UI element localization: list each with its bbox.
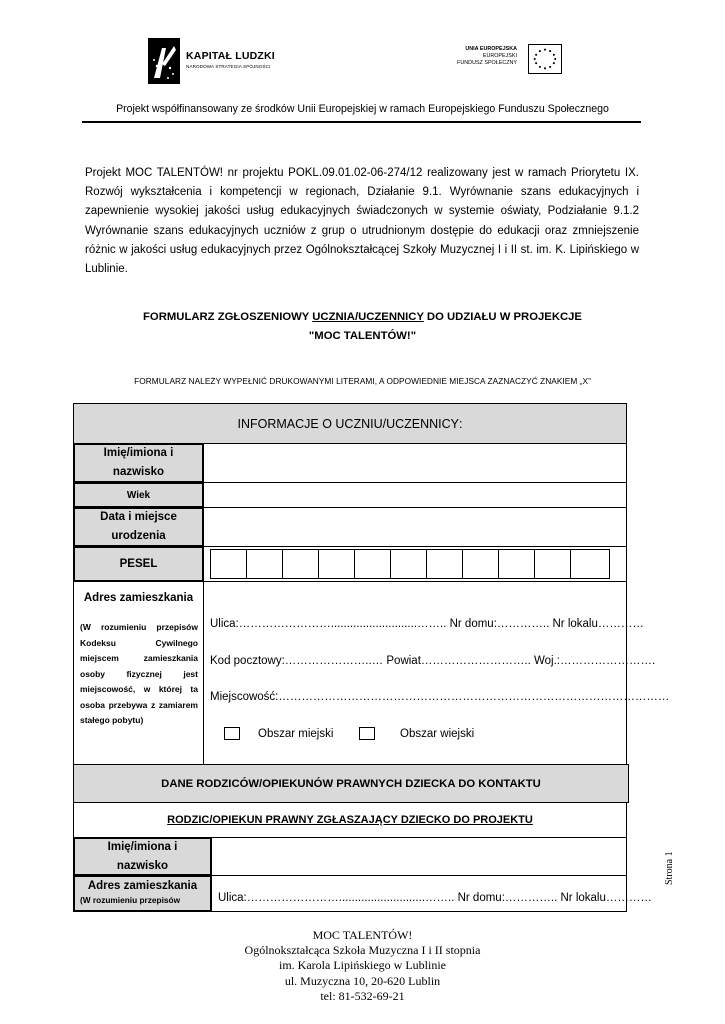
parent-address-note: (W rozumieniu przepisów [80,895,181,905]
pesel-digit-11[interactable] [570,549,610,579]
student-street-line[interactable]: Ulica:……………………...........................…….. Nr domu:………….. Nr lokalu………… [210,618,644,630]
footer-line-4: ul. Muzyczna 10, 20-620 Lublin [284,973,441,988]
pesel-digit-2[interactable] [246,549,283,579]
student-city-line[interactable]: Miejscowość:………………………………………………………………………………………… [210,691,670,703]
project-intro-paragraph: Projekt MOC TALENTÓW! nr projektu POKL.09.01.02-06-274/12 realizowany jest w ramach Priorytetu IX. Rozwój wykształcenia i kompetencji w regionach, Działanie 9.1. Wyrównanie szans edukacyjnych i zapewnienie wysokiej jakości usług edukacyjnych świadczonych w systemie oświaty, Podziałanie 9.1.2 Wyrównanie szans edukacyjnych uczniów z grup o utrudnionym dostępie do edukacji oraz zmniejszenie różnic w jakości usług edukacyjnych przez Ogólnokształcącej Szkoły Muzycznej I i II st. im. K. Lipińskiego w Lublinie. [85,167,639,276]
footer-line-5: tel: 81-532-69-21 [320,988,405,1003]
rural-area-checkbox[interactable] [359,727,375,740]
student-postal-line[interactable]: Kod pocztowy:…………………..… Powiat……………………….. Woj.:……………………. [210,655,656,667]
eu-logo-line3: FUNDUSZ SPOŁECZNY [457,60,517,66]
form-title-line2: "MOC TALENTÓW!" [308,330,417,342]
student-pesel-label: PESEL [119,557,158,570]
student-age-input[interactable] [204,483,626,507]
form-title [0,308,725,346]
pesel-digit-1[interactable] [210,549,247,579]
eu-logo-text [457,46,517,67]
student-age-label: Wiek [126,489,151,501]
student-section-title-colon: : [459,416,463,431]
form-instruction: FORMULARZ NALEŻY WYPEŁNIĆ DRUKOWANYMI LITERAMI, A ODPOWIEDNIE MIEJSCA ZAZNACZYĆ ZNAKIEM „X” [134,376,591,386]
kapital-ludzki-emblem-icon [148,38,180,84]
student-section-title: INFORMACJE O UCZNIU/UCZENNICY [237,416,460,431]
student-birth-input[interactable] [204,508,626,546]
parent-name-input[interactable] [212,838,626,875]
pesel-digit-10[interactable] [534,549,571,579]
footer-address [0,928,725,1004]
footer-line-2: Ogólnokształcąca Szkoła Muzyczna I i II stopnia [244,943,481,958]
eu-logo [444,44,564,76]
student-name-label: Imię/imiona i nazwisko [103,447,174,478]
pesel-digit-8[interactable] [462,549,499,579]
form-title-part1: FORMULARZ ZGŁOSZENIOWY [143,311,313,323]
pesel-digit-7[interactable] [426,549,463,579]
header-divider [82,121,641,123]
kapital-ludzki-logo [148,38,288,86]
pesel-digit-9[interactable] [498,549,535,579]
header-cofinancing-note: Projekt współfinansowany ze środków Unii Europejskiej w ramach Europejskiego Funduszu Społecznego [116,103,609,115]
student-address-label: Adres zamieszkania [83,591,194,604]
parent-name-label: Imię/imiona i nazwisko [107,840,178,872]
parent-address-label: Adres zamieszkania [87,879,198,892]
urban-area-label: Obszar miejski [258,728,334,740]
student-name-input[interactable] [204,444,626,482]
parent-street-line[interactable]: Ulica:……………………...........................…….. Nr domu:………….. Nr lokalu………… [218,892,652,904]
form-title-line1 [0,308,725,327]
pesel-digit-5[interactable] [354,549,391,579]
pesel-digit-3[interactable] [282,549,319,579]
pesel-digit-6[interactable] [390,549,427,579]
eu-logo-line2: EUROPEJSKI [482,53,517,59]
form-title-part2: DO UDZIAŁU W PROJEKCJE [423,311,582,323]
eu-logo-line1: UNIA EUROPEJSKA [465,46,517,52]
row-divider-4 [73,581,627,582]
logo-left-title: KAPITAŁ LUDZKI [186,50,275,62]
urban-area-checkbox[interactable] [224,727,240,740]
pesel-digit-4[interactable] [318,549,355,579]
footer-line-1: MOC TALENTÓW! [312,928,413,942]
logo-left-subtitle: NARODOWA STRATEGIA SPÓJNOŚCI [186,64,271,69]
parents-section-header: DANE RODZICÓW/OPIEKUNÓW PRAWNYCH DZIECKA DO KONTAKTU [73,764,629,803]
rural-area-label: Obszar wiejski [400,728,475,740]
form-title-underlined: UCZNIA/UCZENNICY [312,311,424,323]
student-birth-label: Data i miejsce urodzenia [100,511,177,542]
student-address-note: (W rozumieniu przepisów Kodeksu Cywilnego miejscem zamieszkania osoby fizycznej jest miejscowość, w której ta osoba przebywa z zamiarem stałego pobytu) [80,622,198,725]
student-section-header [73,403,627,444]
eu-stars-flag-icon [528,44,562,74]
page-number: Strona 1 [664,851,675,885]
parents-subsection-header: RODZIC/OPIEKUN PRAWNY ZGŁASZAJĄCY DZIECKO DO PROJEKTU [73,802,627,838]
footer-line-3: im. Karola Lipińskiego w Lublinie [279,958,446,973]
